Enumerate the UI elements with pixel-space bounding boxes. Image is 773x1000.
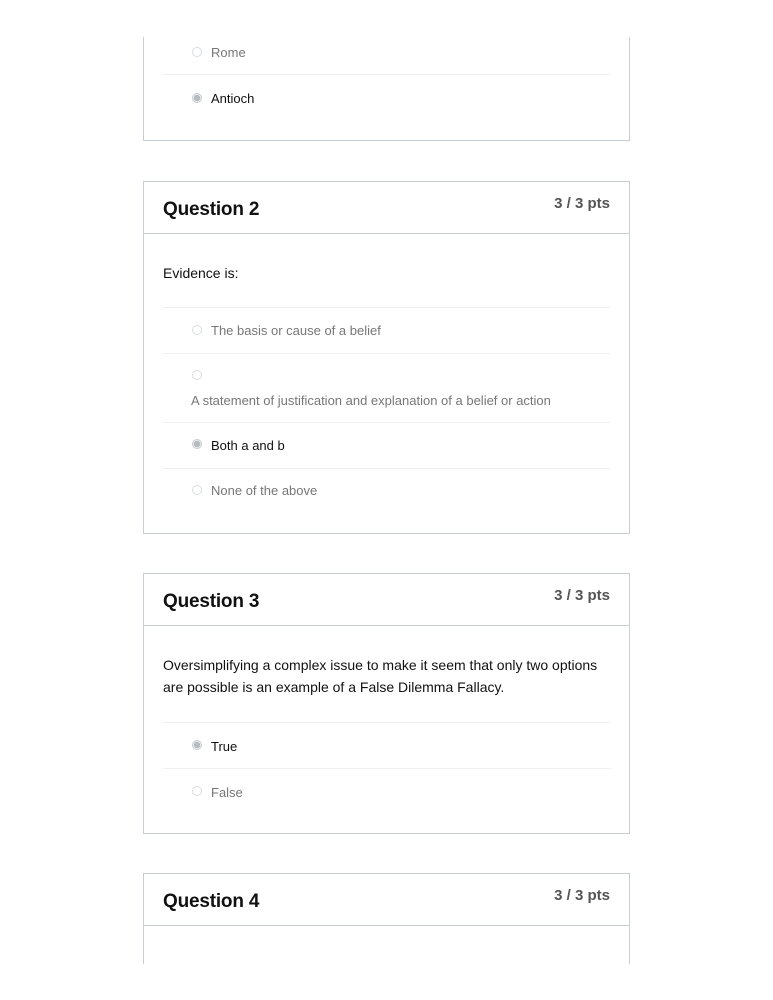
question-header <box>144 182 629 234</box>
answer-label: Both a and b <box>211 438 285 453</box>
answer-label: None of the above <box>211 483 318 498</box>
answer-label: Rome <box>211 45 246 60</box>
answer-label: The basis or cause of a belief <box>211 323 381 338</box>
answer-option <box>163 468 611 515</box>
question-2-card <box>143 181 630 534</box>
question-1-card <box>143 37 630 141</box>
question-header <box>144 874 629 926</box>
question-title: Question 2 <box>163 199 260 220</box>
answer-label: Antioch <box>211 91 255 106</box>
answer-option <box>163 353 611 423</box>
answer-label: False <box>211 785 243 800</box>
radio-unselected-icon[interactable] <box>192 485 202 495</box>
radio-selected-icon[interactable] <box>192 439 202 449</box>
answer-option <box>163 307 611 354</box>
question-title: Question 4 <box>163 891 260 912</box>
question-prompt: Oversimplifying a complex issue to make it seem that only two options are possible is an example of a False Dilemma Fallacy. <box>163 657 598 695</box>
answer-label: A statement of justification and explanation of a belief or action <box>191 393 551 408</box>
radio-unselected-icon[interactable] <box>192 47 202 57</box>
answer-option <box>163 37 611 75</box>
question-prompt: Evidence is: <box>163 265 239 281</box>
question-points: 3 / 3 pts <box>554 195 610 212</box>
radio-unselected-icon[interactable] <box>192 370 202 380</box>
question-4-card <box>143 873 630 964</box>
radio-unselected-icon[interactable] <box>192 786 202 796</box>
question-title: Question 3 <box>163 591 260 612</box>
radio-unselected-icon[interactable] <box>192 325 202 335</box>
answer-label: True <box>211 739 238 754</box>
answer-option <box>163 74 611 120</box>
radio-selected-icon[interactable] <box>192 93 202 103</box>
radio-selected-icon[interactable] <box>192 740 202 750</box>
question-points: 3 / 3 pts <box>554 887 610 904</box>
answer-option <box>163 722 611 769</box>
answer-option <box>163 768 611 815</box>
question-3-card <box>143 573 630 834</box>
answer-option <box>163 422 611 469</box>
question-header <box>144 574 629 626</box>
question-points: 3 / 3 pts <box>554 587 610 604</box>
